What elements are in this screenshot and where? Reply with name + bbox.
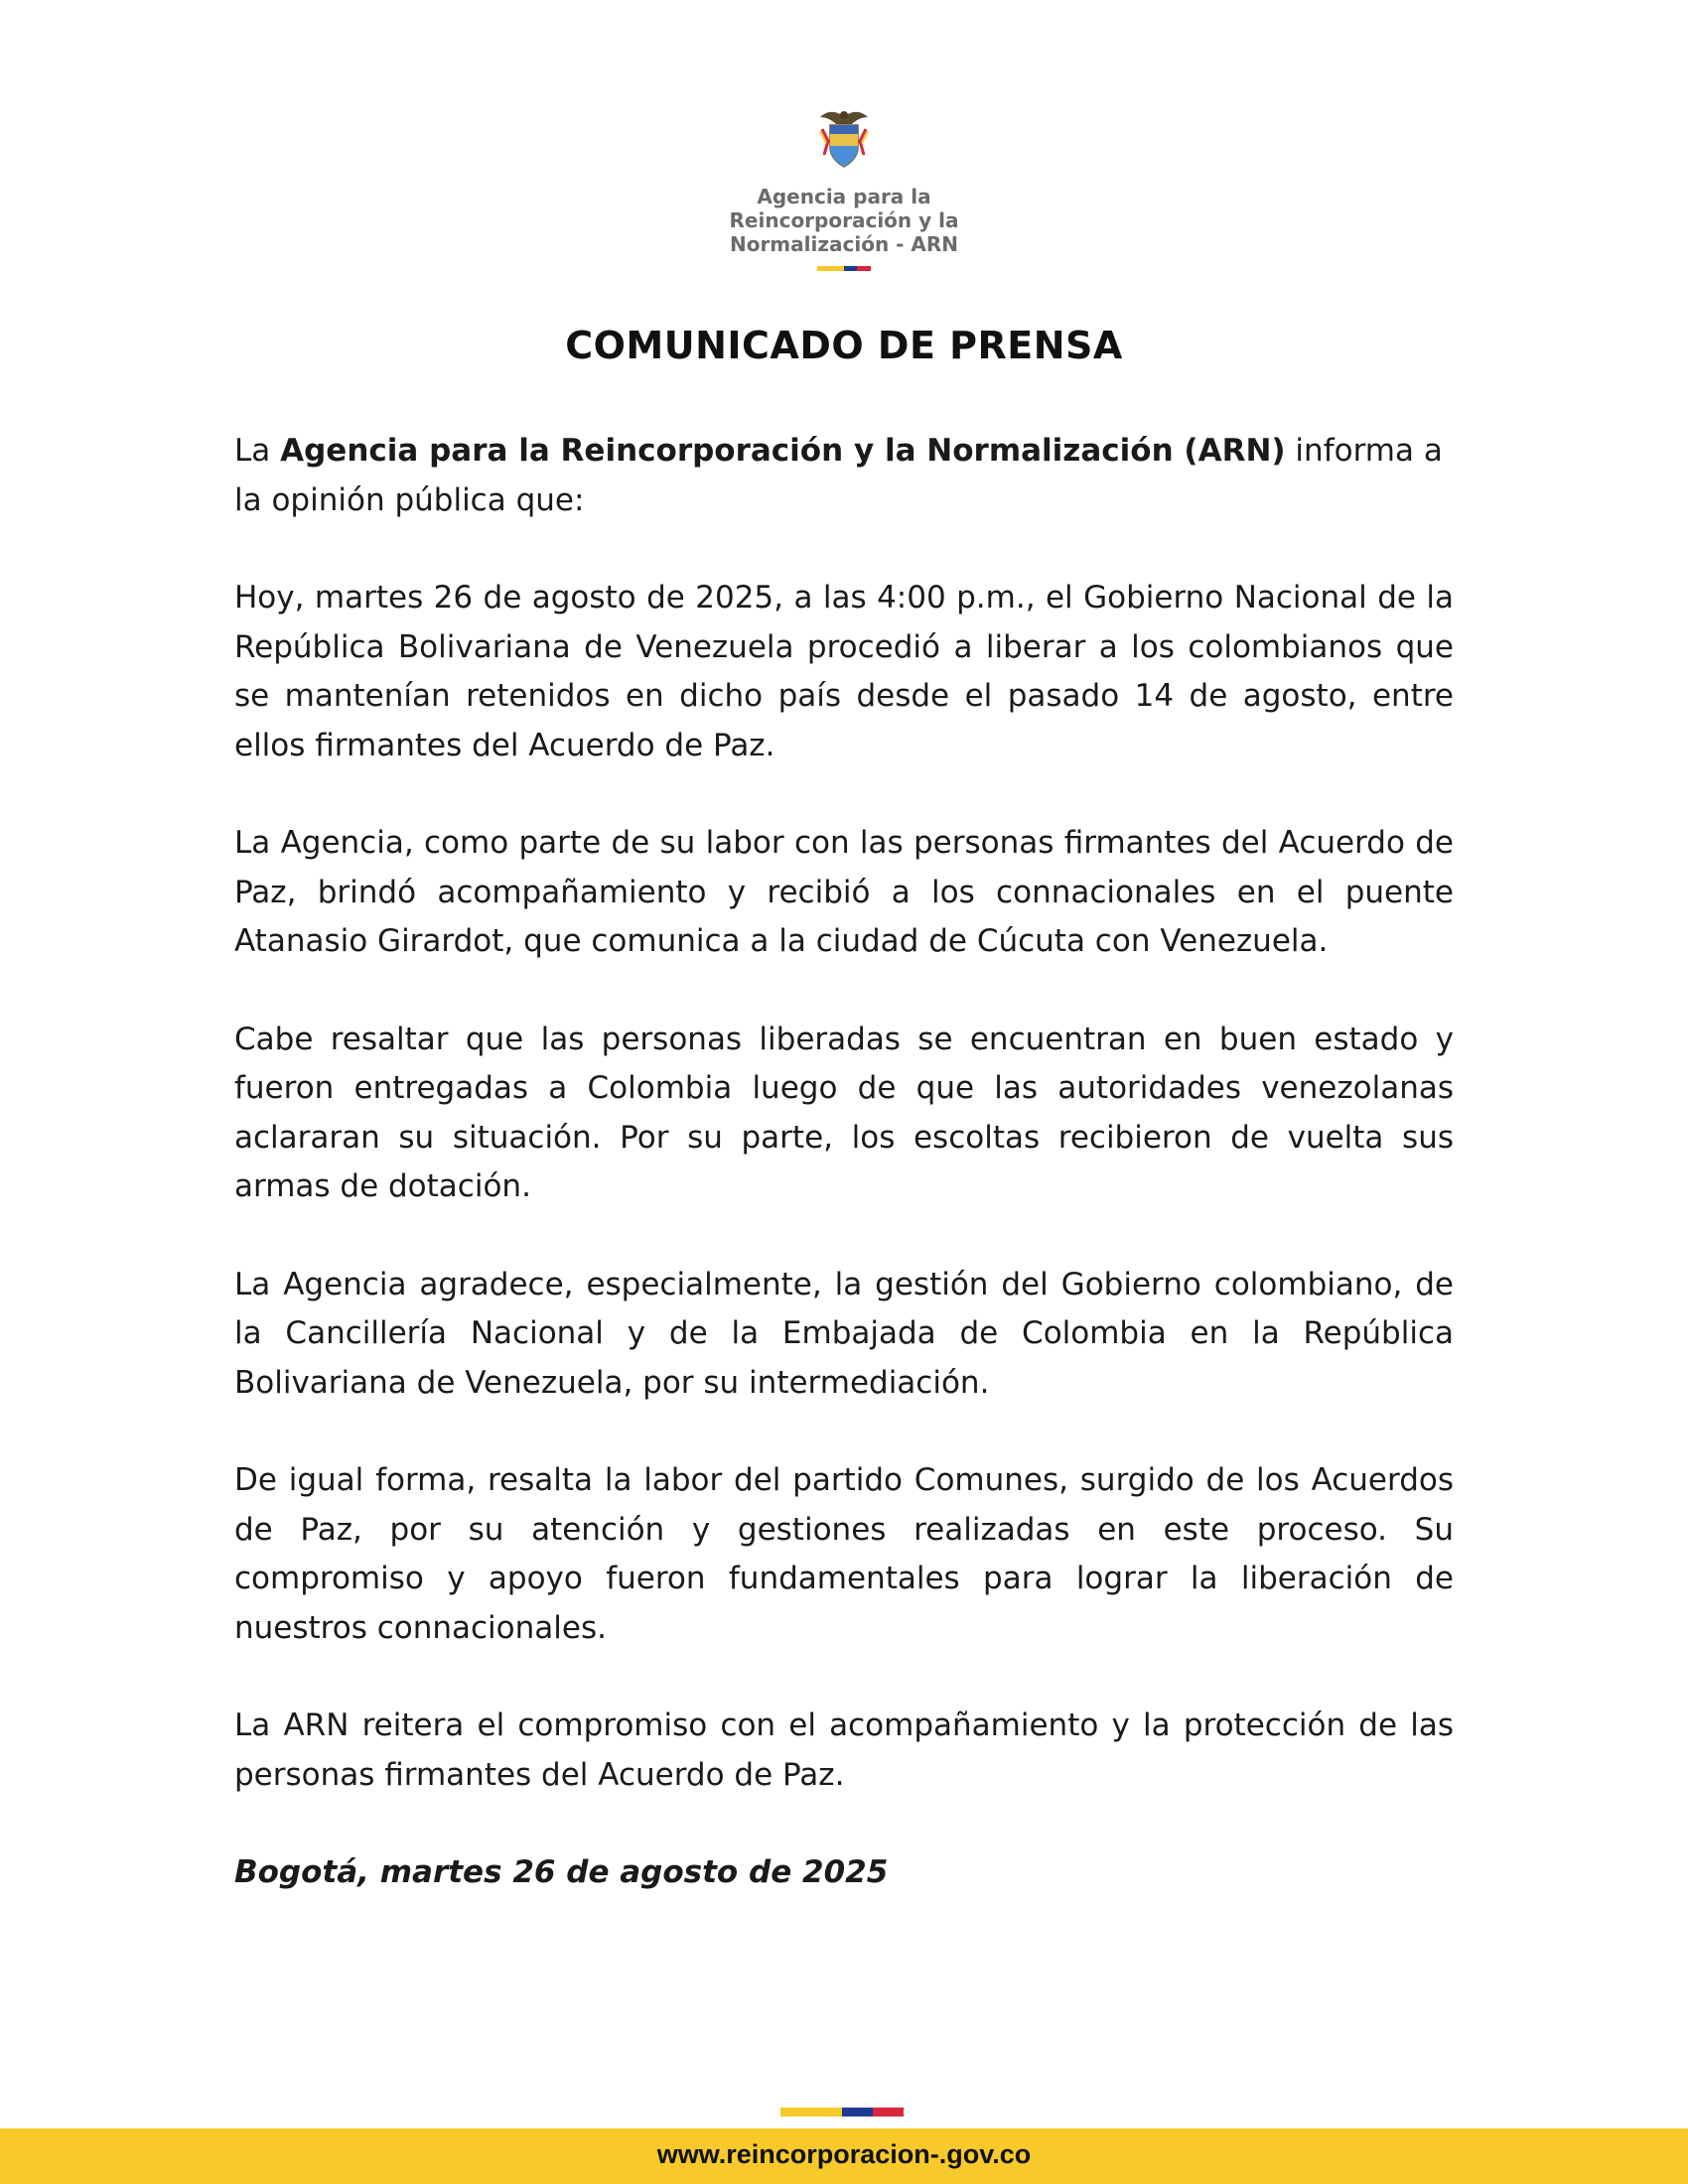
agency-logo bbox=[0, 107, 1688, 271]
body-paragraph: Cabe resaltar que las personas liberadas se encuentran en buen estado y fueron entregadas a Colombia luego de que las autoridades venezolanas aclararan su situación. Por su parte, los escoltas recibieron de vuelta sus armas de dotación. bbox=[234, 1021, 1454, 1204]
body-paragraph: Hoy, martes 26 de agosto de 2025, a las 4:00 p.m., el Gobierno Nacional de la República Bolivariana de Venezuela procedió a liberar a los colombianos que se mantenían retenidos en dicho país desde el pasado 14 de agosto, entre ellos firmantes del Acuerdo de Paz. bbox=[234, 580, 1454, 763]
agency-name-line: Agencia para la bbox=[757, 185, 931, 208]
flag-blue-stripe bbox=[844, 266, 857, 271]
intro-paragraph bbox=[234, 427, 1454, 525]
signoff-date: Bogotá, martes 26 de agosto de 2025 bbox=[234, 1854, 889, 1890]
body-paragraph: La Agencia, como parte de su labor con las personas firmantes del Acuerdo de Paz, brindó acompañamiento y recibió a los connacionales en el puente Atanasio Girardot, que comunica a la ciudad de Cúcuta con Venezuela. bbox=[234, 825, 1454, 959]
flag-blue-stripe bbox=[842, 2108, 873, 2116]
press-release-body bbox=[234, 427, 1454, 1947]
agency-name-line: Normalización - ARN bbox=[729, 232, 959, 256]
agency-full-name: Agencia para la Reincorporación y la Normalización (ARN) bbox=[280, 433, 1286, 469]
body-paragraph: De igual forma, resalta la labor del partido Comunes, surgido de los Acuerdos de Paz, por su atención y gestiones realizadas en este proceso. Su compromiso y apoyo fueron fundamentales para lograr la liberación de nuestros connacionales. bbox=[234, 1462, 1454, 1646]
colombian-flag-bar bbox=[817, 266, 871, 271]
footer-flag-bar bbox=[780, 2108, 904, 2116]
agency-name-line: Reincorporación y la bbox=[729, 208, 959, 232]
page-title: COMUNICADO DE PRENSA bbox=[565, 324, 1123, 367]
flag-red-stripe bbox=[857, 266, 871, 271]
colombia-coat-of-arms-icon bbox=[814, 107, 874, 171]
flag-red-stripe bbox=[873, 2108, 904, 2116]
intro-prefix: La bbox=[234, 433, 281, 469]
intro-suffix: informa a la opinión pública que: bbox=[234, 433, 1443, 518]
agency-name bbox=[0, 185, 1688, 256]
footer-band bbox=[0, 2128, 1688, 2184]
flag-yellow-stripe bbox=[780, 2108, 842, 2116]
body-paragraph: La ARN reitera el compromiso con el acompañamiento y la protección de las personas firmantes del Acuerdo de Paz. bbox=[234, 1707, 1454, 1793]
body-paragraph: La Agencia agradece, especialmente, la gestión del Gobierno colombiano, de la Cancillería Nacional y de la Embajada de Colombia en la República Bolivariana de Venezuela, por su intermediación. bbox=[234, 1266, 1454, 1401]
flag-yellow-stripe bbox=[817, 266, 844, 271]
footer-website-link[interactable]: www.reincorporacion-.gov.co bbox=[656, 2139, 1032, 2169]
